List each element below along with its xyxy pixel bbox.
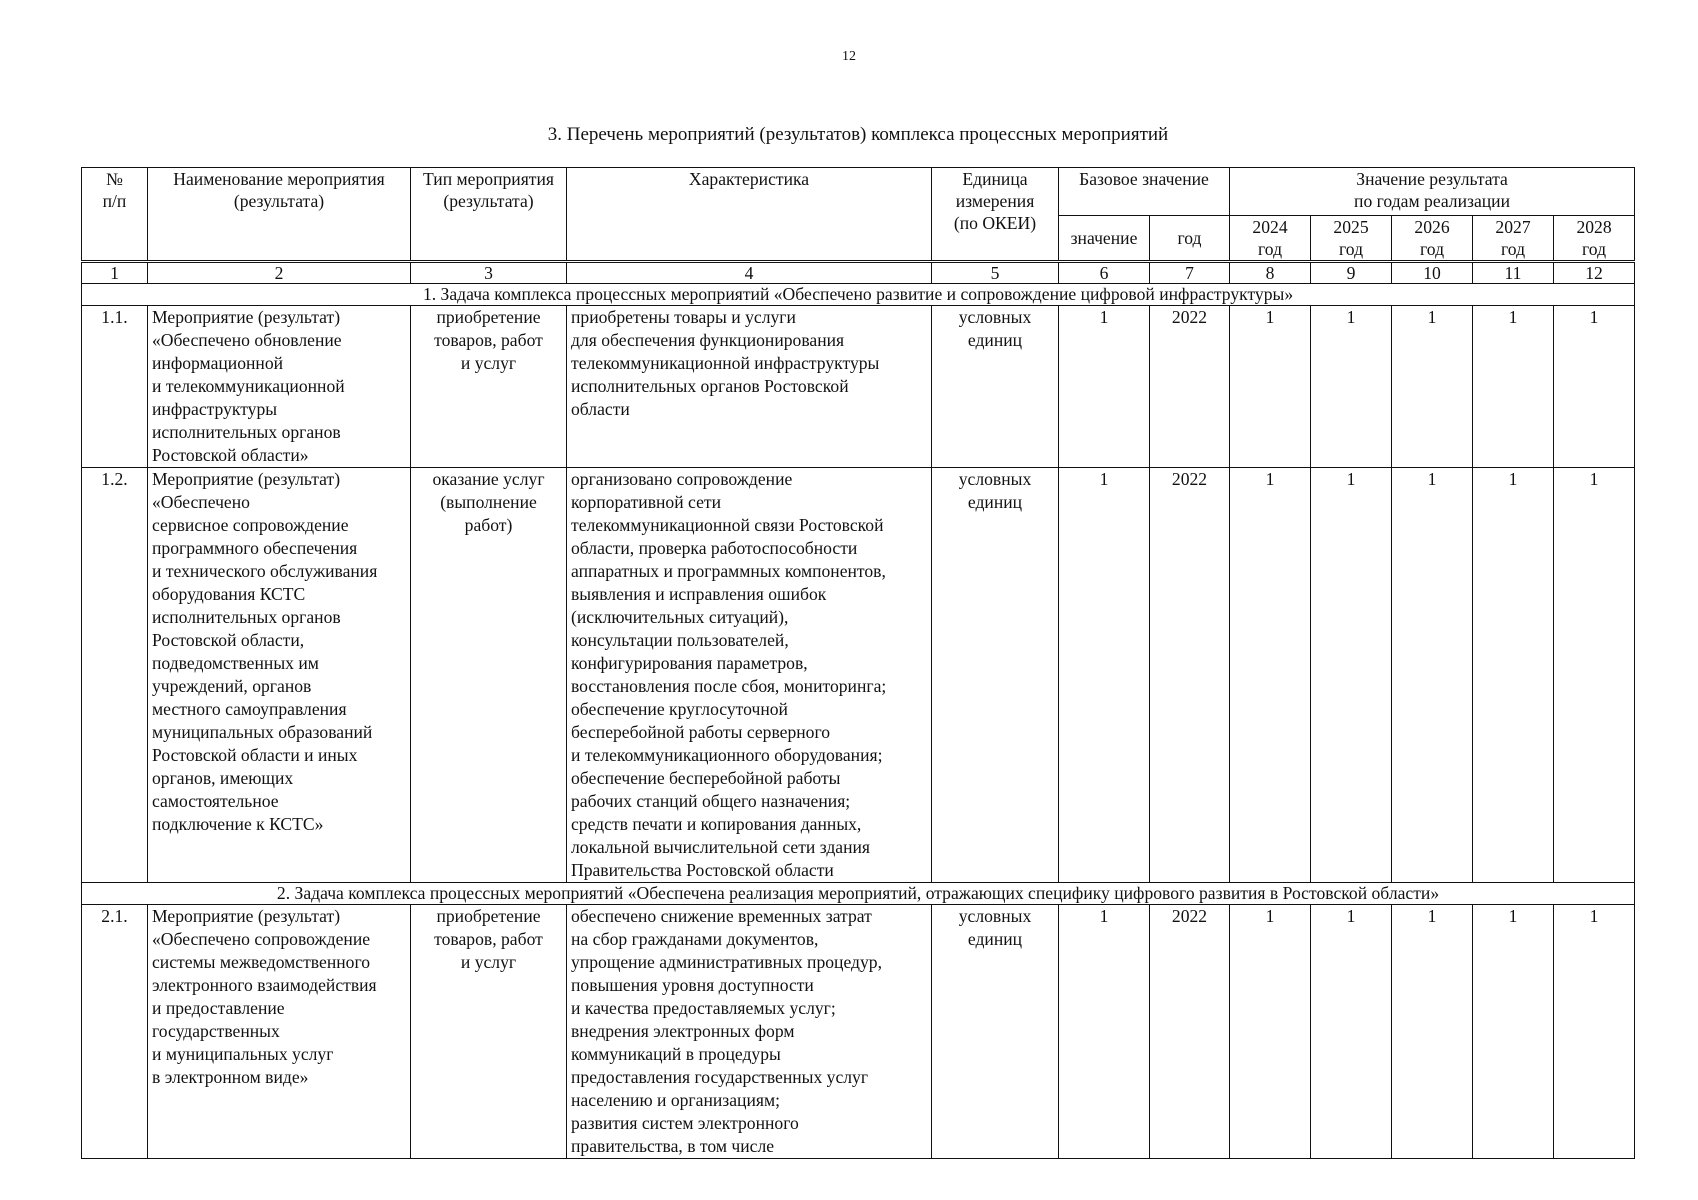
task-1-heading: 1. Задача комплекса процессных мероприятий «Обеспечено развитие и сопровождение цифровой инфраструктуры» bbox=[82, 284, 1635, 306]
header-type: Тип мероприятия (результата) bbox=[411, 168, 567, 262]
header-name: Наименование мероприятия (результата) bbox=[148, 168, 411, 262]
header-year-2027: 2027 год bbox=[1473, 216, 1554, 262]
measure-unit: условных единиц bbox=[932, 468, 1059, 883]
measure-characteristic: обеспечено снижение временных затрат на сбор гражданами документов, упрощение административных процедур, повышения уровня доступности и качества предоставляемых услуг; внедрения электронных форм коммуникаций в процедуры предоставления государственных услуг населению и организациям; развития систем электронного правительства, в том числе bbox=[567, 905, 932, 1159]
measure-type: приобретение товаров, работ и услуг bbox=[411, 905, 567, 1159]
value-2024: 1 bbox=[1230, 306, 1311, 468]
measure-characteristic: приобретены товары и услуги для обеспечения функционирования телекоммуникационной инфраструктуры исполнительных органов Ростовской области bbox=[567, 306, 932, 468]
base-value: 1 bbox=[1059, 468, 1150, 883]
table-row-2-1 bbox=[82, 905, 1635, 1159]
value-2027: 1 bbox=[1473, 468, 1554, 883]
base-year: 2022 bbox=[1150, 468, 1230, 883]
header-year-2025: 2025 год bbox=[1311, 216, 1392, 262]
column-number: 1 bbox=[82, 262, 148, 284]
table-row-1-1 bbox=[82, 306, 1635, 468]
base-year: 2022 bbox=[1150, 306, 1230, 468]
header-num: № п/п bbox=[82, 168, 148, 262]
row-number: 1.2. bbox=[82, 468, 148, 883]
document-title: 3. Перечень мероприятий (результатов) комплекса процессных мероприятий bbox=[547, 124, 1169, 145]
column-number: 9 bbox=[1311, 262, 1392, 284]
value-2028: 1 bbox=[1554, 468, 1635, 883]
measure-type: приобретение товаров, работ и услуг bbox=[411, 306, 567, 468]
measure-characteristic: организовано сопровождение корпоративной сети телекоммуникационной связи Ростовской области, проверка работоспособности аппаратных и программных компонентов, выявления и исправления ошибок (исключительных ситуаций), консультации пользователей, конфигурирования параметров, восстановления после сбоя, мониторинга; обеспечение круглосуточной бесперебойной работы серверного и телекоммуникационного оборудования; обеспечение бесперебойной работы рабочих станций общего назначения; средств печати и копирования данных, локальной вычислительной сети здания Правительства Ростовской области bbox=[567, 468, 932, 883]
row-number: 1.1. bbox=[82, 306, 148, 468]
column-number: 11 bbox=[1473, 262, 1554, 284]
header-year-2028: 2028 год bbox=[1554, 216, 1635, 262]
header-base-value: значение bbox=[1059, 216, 1150, 262]
base-value: 1 bbox=[1059, 306, 1150, 468]
header-base: Базовое значение bbox=[1059, 168, 1230, 216]
header-base-year: год bbox=[1150, 216, 1230, 262]
base-year: 2022 bbox=[1150, 905, 1230, 1159]
column-number: 8 bbox=[1230, 262, 1311, 284]
measure-name: Мероприятие (результат) «Обеспечено сервисное сопровождение программного обеспечения и технического обслуживания оборудования КСТС исполнительных органов Ростовской области, подведомственных им учреждений, органов местного самоуправления муниципальных образований Ростовской области и иных органов, имеющих самостоятельное подключение к КСТС» bbox=[148, 468, 411, 883]
header-year-2024: 2024 год bbox=[1230, 216, 1311, 262]
value-2024: 1 bbox=[1230, 468, 1311, 883]
column-number: 12 bbox=[1554, 262, 1635, 284]
column-number: 4 bbox=[567, 262, 932, 284]
header-characteristic: Характеристика bbox=[567, 168, 932, 262]
value-2025: 1 bbox=[1311, 905, 1392, 1159]
column-number: 10 bbox=[1392, 262, 1473, 284]
task-2-row bbox=[82, 883, 1635, 905]
table-row-1-2 bbox=[82, 468, 1635, 883]
value-2028: 1 bbox=[1554, 905, 1635, 1159]
value-2026: 1 bbox=[1392, 468, 1473, 883]
value-2024: 1 bbox=[1230, 905, 1311, 1159]
header-unit: Единица измерения (по ОКЕИ) bbox=[932, 168, 1059, 262]
value-2027: 1 bbox=[1473, 905, 1554, 1159]
measure-name: Мероприятие (результат) «Обеспечено сопровождение системы межведомственного электронного взаимодействия и предоставление государственных и муниципальных услуг в электронном виде» bbox=[148, 905, 411, 1159]
value-2028: 1 bbox=[1554, 306, 1635, 468]
column-number: 6 bbox=[1059, 262, 1150, 284]
column-number: 7 bbox=[1150, 262, 1230, 284]
header-year-2026: 2026 год bbox=[1392, 216, 1473, 262]
value-2025: 1 bbox=[1311, 468, 1392, 883]
value-2026: 1 bbox=[1392, 306, 1473, 468]
measure-unit: условных единиц bbox=[932, 905, 1059, 1159]
base-value: 1 bbox=[1059, 905, 1150, 1159]
column-number: 2 bbox=[148, 262, 411, 284]
value-2027: 1 bbox=[1473, 306, 1554, 468]
header-results: Значение результата по годам реализации bbox=[1230, 168, 1635, 216]
column-number: 5 bbox=[932, 262, 1059, 284]
header-row-1 bbox=[82, 168, 1635, 216]
measure-type: оказание услуг (выполнение работ) bbox=[411, 468, 567, 883]
measures-table bbox=[81, 167, 1635, 1159]
measure-unit: условных единиц bbox=[932, 306, 1059, 468]
value-2025: 1 bbox=[1311, 306, 1392, 468]
value-2026: 1 bbox=[1392, 905, 1473, 1159]
column-number: 3 bbox=[411, 262, 567, 284]
page-number: 12 bbox=[842, 49, 856, 64]
measure-name: Мероприятие (результат) «Обеспечено обновление информационной и телекоммуникационной инфраструктуры исполнительных органов Ростовской области» bbox=[148, 306, 411, 468]
task-2-heading: 2. Задача комплекса процессных мероприятий «Обеспечена реализация мероприятий, отражающих специфику цифрового развития в Ростовской области» bbox=[82, 883, 1635, 905]
task-1-row bbox=[82, 284, 1635, 306]
column-numbers-row bbox=[82, 262, 1635, 284]
row-number: 2.1. bbox=[82, 905, 148, 1159]
